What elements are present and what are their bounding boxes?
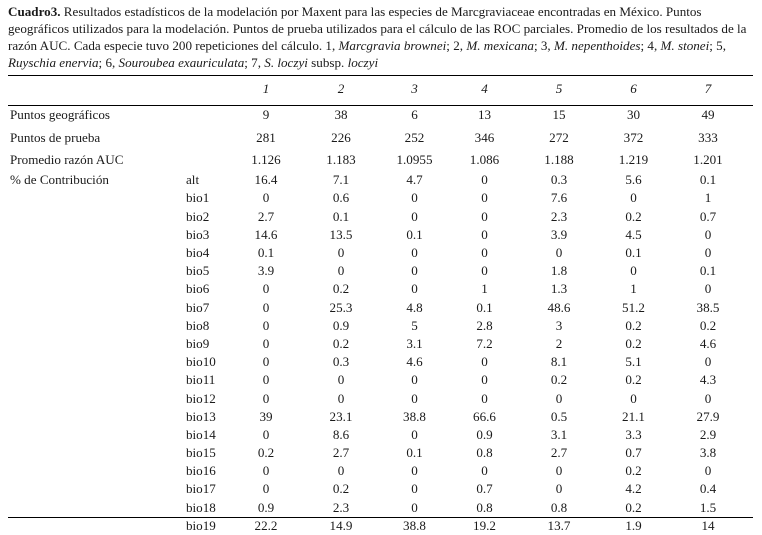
table-cell: 38.8 — [403, 408, 426, 424]
table-cell: 16.4 — [254, 172, 278, 188]
variable-label: bio18 — [186, 499, 216, 515]
table-cell: 0.7 — [699, 208, 717, 224]
table-cell: 39 — [259, 408, 273, 424]
table-cell: 0 — [481, 245, 488, 261]
table-cell: 281 — [256, 129, 276, 145]
table-row — [10, 371, 750, 389]
table-cell: 3.3 — [625, 426, 642, 442]
caption-text: ; 7, — [244, 55, 265, 70]
table-cell: 25.3 — [329, 299, 353, 315]
table-cell: 0 — [704, 390, 712, 406]
table-cell: 0.7 — [625, 445, 642, 461]
table-cell: 0 — [262, 317, 270, 333]
table-cell: 0 — [481, 208, 488, 224]
table-cell: 0.9 — [332, 317, 350, 333]
table-cell: 0 — [411, 390, 418, 406]
table-cell: 252 — [404, 129, 425, 145]
table-cell: 0.2 — [625, 317, 642, 333]
table-cell: 0 — [262, 299, 270, 315]
column-header: 7 — [704, 81, 712, 96]
table-row — [10, 408, 750, 426]
table-cell: 0 — [704, 463, 712, 479]
table-cell: 14.9 — [329, 517, 353, 533]
table-cell: 0.1 — [476, 299, 493, 315]
table-cell: 0.2 — [625, 208, 642, 224]
caption-text: ; 4, — [640, 38, 661, 53]
table-cell: 0 — [555, 245, 563, 261]
table-row — [10, 426, 750, 444]
table-row — [10, 262, 750, 280]
table-cell: 0 — [704, 226, 712, 242]
table-cell: 0.2 — [332, 281, 350, 297]
table-cell: 14 — [701, 517, 715, 533]
table-cell: 0.3 — [332, 354, 350, 370]
table-row — [10, 335, 750, 353]
table-cell: 0.8 — [476, 499, 493, 515]
table-cell: 0.1 — [406, 226, 423, 242]
table-cell: 0 — [481, 390, 488, 406]
table-row — [10, 317, 750, 335]
table-cell: 7.6 — [550, 190, 568, 206]
table-cell: 2.9 — [699, 426, 717, 442]
table-cell: 1 — [704, 190, 712, 206]
variable-label: bio11 — [186, 372, 216, 388]
table-cell: 5 — [411, 317, 418, 333]
table-cell: 0 — [337, 245, 345, 261]
table-cell: 0.2 — [257, 445, 275, 461]
table-cell: 19.2 — [473, 517, 496, 533]
table-cell: 0 — [630, 190, 637, 206]
summary-row — [10, 104, 750, 126]
table-cell: 0 — [262, 335, 270, 351]
table-cell: 66.6 — [473, 408, 496, 424]
variable-label: bio6 — [186, 281, 210, 297]
row-label: Puntos geográficos — [10, 107, 111, 123]
summary-row — [10, 149, 750, 171]
table-cell: 15 — [552, 107, 566, 123]
table-row — [10, 462, 750, 480]
caption-label: Cuadro3. — [8, 4, 61, 19]
table-cell: 0.1 — [699, 172, 717, 188]
table-cell: 2 — [555, 335, 563, 351]
variable-label: bio4 — [186, 245, 210, 261]
variable-label: bio7 — [186, 299, 210, 315]
table-row — [10, 389, 750, 407]
table-cell: 0 — [262, 426, 270, 442]
table-cell: 1.086 — [469, 151, 500, 167]
table-row — [10, 244, 750, 262]
table-cell: 14.6 — [254, 226, 278, 242]
table-cell: 1.3 — [550, 281, 568, 297]
table-row — [10, 189, 750, 207]
species-2-name: M. mexicana — [466, 38, 534, 53]
table-cell: 0 — [630, 263, 637, 279]
table-cell: 0 — [411, 245, 418, 261]
variable-label: alt — [186, 172, 200, 188]
table-cell: 0.2 — [550, 372, 568, 388]
table-cell: 0.5 — [550, 408, 568, 424]
caption-text: ; 2, — [446, 38, 467, 53]
variable-label: bio10 — [186, 354, 216, 370]
table-cell: 9 — [262, 107, 270, 123]
caption-text: subsp. — [307, 55, 348, 70]
table-cell: 0 — [411, 263, 418, 279]
table-cell: 0.1 — [406, 445, 423, 461]
table-cell: 0 — [262, 481, 270, 497]
table-cell: 0.7 — [476, 481, 493, 497]
table-cell: 0 — [262, 190, 270, 206]
table-row — [10, 208, 750, 226]
table-cell: 0.2 — [332, 481, 350, 497]
table-cell: 1.183 — [326, 151, 356, 167]
table-cell: 2.7 — [332, 445, 350, 461]
table-cell: 0 — [262, 372, 270, 388]
species-7-name: S. loczyi — [264, 55, 308, 70]
table-cell: 3 — [555, 317, 563, 333]
table-cell: 0 — [481, 172, 488, 188]
table-cell: 7.2 — [476, 335, 493, 351]
table-cell: 5.1 — [625, 354, 642, 370]
table-cell: 21.1 — [622, 408, 645, 424]
table-cell: 0.2 — [625, 499, 642, 515]
table-cell: 38 — [334, 107, 348, 123]
table-cell: 13.5 — [329, 226, 353, 242]
column-header: 2 — [337, 81, 345, 96]
table-cell: 0 — [411, 463, 418, 479]
species-1-name: Marcgravia brownei — [338, 38, 447, 53]
row-label: Promedio razón AUC — [10, 151, 124, 167]
caption-text: ; 6, — [98, 55, 119, 70]
table-cell: 0 — [481, 463, 488, 479]
table-cell: 0 — [337, 463, 345, 479]
table-cell: 0 — [337, 263, 345, 279]
table-cell: 0.4 — [699, 481, 717, 497]
table-cell: 3.8 — [699, 445, 717, 461]
table-cell: 0 — [337, 372, 345, 388]
table-cell: 0 — [481, 190, 488, 206]
table-cell: 0 — [411, 372, 418, 388]
table-row — [10, 226, 750, 244]
table-cell: 0.1 — [332, 208, 350, 224]
table-cell: 2.8 — [476, 317, 493, 333]
variable-label: bio14 — [186, 426, 216, 442]
table-row — [10, 444, 750, 462]
caption-text: ; 3, — [533, 38, 554, 53]
table-cell: 0.1 — [257, 245, 275, 261]
species-4-name: M. stonei — [660, 38, 710, 53]
species-3-name: M. nepenthoides — [553, 38, 641, 53]
table-cell: 0.2 — [625, 463, 642, 479]
table-cell: 333 — [698, 129, 718, 145]
table-cell: 48.6 — [547, 299, 571, 315]
column-header: 6 — [630, 81, 637, 96]
table-cell: 0 — [481, 372, 488, 388]
table-cell: 4.2 — [625, 481, 642, 497]
table-cell: 0 — [555, 463, 563, 479]
table-cell: 0 — [411, 281, 418, 297]
subspecies-name: loczyi — [347, 55, 379, 70]
caption-text: ; 5, — [709, 38, 726, 53]
variable-label: bio15 — [186, 445, 216, 461]
table-cell: 0 — [555, 390, 563, 406]
table-cell: 1.9 — [625, 517, 642, 533]
table-row — [10, 499, 750, 517]
table-row — [10, 480, 750, 498]
table-cell: 0 — [704, 245, 712, 261]
table-cell: 38.8 — [403, 517, 426, 533]
table-cell: 1.126 — [251, 151, 281, 167]
table-caption — [8, 3, 754, 71]
table-cell: 0.2 — [625, 335, 642, 351]
table-cell: 372 — [623, 129, 644, 145]
variable-label: bio8 — [186, 317, 210, 333]
table-cell: 6 — [411, 107, 418, 123]
table-cell: 0 — [262, 354, 270, 370]
table-cell: 226 — [331, 129, 351, 145]
table-cell: 2.7 — [550, 445, 568, 461]
table-cell: 0 — [630, 390, 637, 406]
table-cell: 0.2 — [699, 317, 717, 333]
table-cell: 0 — [411, 481, 418, 497]
table-row — [10, 171, 750, 189]
table-cell: 4.8 — [406, 299, 423, 315]
table-cell: 0 — [704, 354, 712, 370]
results-table — [10, 80, 750, 535]
table-cell: 0.2 — [332, 335, 350, 351]
table-cell: 0 — [411, 499, 418, 515]
table-cell: 0.6 — [332, 190, 350, 206]
table-cell: 1 — [481, 281, 488, 297]
table-cell: 27.9 — [696, 408, 720, 424]
table-cell: 0 — [411, 190, 418, 206]
table-cell: 1.0955 — [396, 151, 433, 167]
table-cell: 1 — [630, 281, 637, 297]
column-header: 4 — [481, 81, 488, 96]
table-cell: 346 — [474, 129, 495, 145]
column-header: 5 — [555, 81, 563, 96]
table-cell: 0 — [411, 426, 418, 442]
table-cell: 0.3 — [550, 172, 568, 188]
table-cell: 8.6 — [332, 426, 350, 442]
table-cell: 0.8 — [550, 499, 568, 515]
species-5-name: Ruyschia enervia — [8, 55, 99, 70]
table-cell: 2.3 — [332, 499, 350, 515]
table-cell: 0 — [555, 481, 563, 497]
table-cell: 13.7 — [547, 517, 571, 533]
variable-label: bio12 — [186, 390, 216, 406]
header-row — [10, 80, 750, 104]
table-cell: 0 — [337, 390, 345, 406]
table-cell: 2.3 — [550, 208, 568, 224]
variable-label: bio9 — [186, 335, 210, 351]
table-cell: 0.1 — [699, 263, 717, 279]
table-cell: 0 — [262, 281, 270, 297]
variable-label: bio13 — [186, 408, 216, 424]
column-header: 3 — [411, 81, 418, 96]
table-cell: 0.9 — [257, 499, 275, 515]
table-cell: 1.8 — [550, 263, 568, 279]
table-cell: 13 — [477, 107, 492, 123]
table-row — [10, 517, 750, 535]
contribution-label: % de Contribución — [10, 172, 109, 188]
variable-label: bio17 — [186, 481, 216, 497]
table-cell: 0.9 — [476, 426, 493, 442]
variable-label: bio1 — [186, 190, 210, 206]
table-cell: 1.219 — [618, 151, 649, 167]
table-cell: 3.1 — [406, 335, 423, 351]
table-cell: 0.8 — [476, 445, 493, 461]
table-cell: 1.5 — [699, 499, 717, 515]
column-header: 1 — [262, 81, 270, 96]
variable-label: bio5 — [186, 263, 210, 279]
table-cell: 4.7 — [406, 172, 423, 188]
table-cell: 0.1 — [625, 245, 642, 261]
table-cell: 2.7 — [257, 208, 275, 224]
table-cell: 7.1 — [332, 172, 350, 188]
table-cell: 1.201 — [693, 151, 723, 167]
row-label: Puntos de prueba — [10, 129, 101, 145]
table-cell: 1.188 — [544, 151, 574, 167]
table-top-rule — [8, 75, 753, 76]
variable-label: bio16 — [186, 463, 216, 479]
table-cell: 23.1 — [329, 408, 353, 424]
caption-text: Resultados estadísticos de la modelación por Maxent para las especies de Marcgraviaceae encontradas en México. Puntos geográficos utilizados para la modelación. Puntos de prueba utilizados para el cálculo de las ROC parciales. Promedio de los resultados de la razón AUC. Cada especie tuvo 200 repeticiones del cálculo. 1, — [8, 4, 747, 53]
table-cell: 4.3 — [699, 372, 717, 388]
table-cell: 3.9 — [550, 226, 568, 242]
table-cell: 0 — [481, 354, 488, 370]
variable-label: bio2 — [186, 208, 210, 224]
species-6-name: Souroubea exauriculata — [118, 55, 245, 70]
table-cell: 0 — [704, 281, 712, 297]
variable-label: bio19 — [186, 517, 216, 533]
table-cell: 38.5 — [696, 299, 720, 315]
table-cell: 5.6 — [625, 172, 642, 188]
table-cell: 49 — [701, 107, 715, 123]
table-cell: 4.6 — [406, 354, 423, 370]
table-cell: 0 — [481, 226, 488, 242]
table-cell: 51.2 — [622, 299, 645, 315]
table-cell: 272 — [549, 129, 569, 145]
table-cell: 4.5 — [625, 226, 642, 242]
table-cell: 3.9 — [257, 263, 275, 279]
table-cell: 8.1 — [550, 354, 568, 370]
table-cell: 30 — [626, 107, 641, 123]
table-row — [10, 353, 750, 371]
variable-label: bio3 — [186, 226, 210, 242]
table-cell: 22.2 — [254, 517, 278, 533]
table-row — [10, 280, 750, 298]
table-cell: 4.6 — [699, 335, 717, 351]
table-cell: 0 — [262, 390, 270, 406]
table-cell: 3.1 — [550, 426, 568, 442]
table-cell: 0 — [411, 208, 418, 224]
table-cell: 0.2 — [625, 372, 642, 388]
summary-row — [10, 126, 750, 148]
table-cell: 0 — [262, 463, 270, 479]
table-cell: 0 — [481, 263, 488, 279]
table-row — [10, 298, 750, 316]
